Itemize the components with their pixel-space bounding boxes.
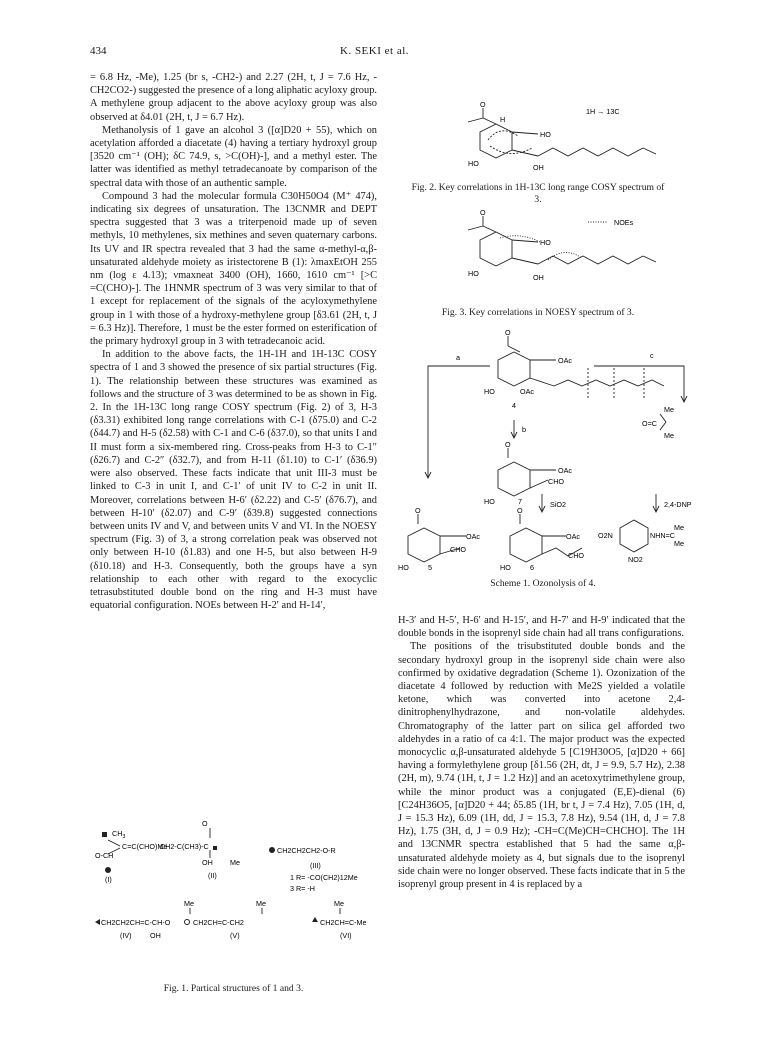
- cpd7-oac: OAc: [558, 466, 572, 475]
- cpd4-ho: HO: [484, 387, 495, 396]
- paragraph: Compound 3 had the molecular formula C30H50O4 (M⁺ 474), indicating six degrees of unsaturation. The 13CNMR and DEPT spectra suggested that 3 was a triterpenoid made up of seven methyls, 10 methylenes, six methines and seven quaternary carbons. Its UV and IR spectra revealed that 3 had the same α-methyl-α,β-unsaturated aldehyde moiety as iristectorene B (1): λmaxEtOH 255 nm (log ε 4.13); νmaxneat 3400 (OH), 1660, 1610 cm⁻¹ [>C =C(CHO)-]. The 1HNMR spectrum of 3 was very similar to that of 1 except for replacement of the signals of the acyloxymethylene group in 1 with those of a hydroxy-methylene group [δ3.61 (2H, t, J = 6.3 Hz)]. Therefore, 1 must be the ester formed on esterification of the primary hydroxyl group in 3 with tetradecanoic acid.: [90, 190, 377, 348]
- ketone-me-2: Me: [664, 431, 674, 440]
- unit-6-me: Me: [334, 899, 344, 908]
- figure-3: [408, 208, 668, 318]
- figure-1-caption: Fig. 1. Partical structures of 1 and 3.: [163, 983, 304, 994]
- ho-label: HO: [468, 269, 479, 278]
- unit-3-label: CH2CH2CH2-O-R: [277, 846, 336, 855]
- scheme-1-caption: Scheme 1. Ozonolysis of 4.: [490, 578, 596, 589]
- paragraph: The positions of the trisubstituted double bonds and the secondary hydroxyl group in the isoprenyl side chain were also confirmed by oxidative degradation (Scheme 1). Ozonization of the diacetate 4 followed by reduction with Me2S yielded a volatile ketone, which was converted into acetone 2,4-dinitrophenylhydrazone, and non-volatile aldehydes. Chromatography of the latter part on silica gel afforded two aldehydes in a ratio of ca 4:1. The major product was the expected monocyclic α,β-unsaturated aldehyde 5 [C19H30O5, [α]D20 + 66] having a formylethylene group [δ1.56 (2H, dt, J = 9.9, 5.7 Hz), 2.38 (2H, m), 9.74 (1H, t, J = 1.2 Hz)] and an acetoxytrimethylene group, while the minor product was a conjugated (E,E)-dienal (6) [C24H36O5, [α]D20 + 44; δ5.85 (1H, br t, J = 7.4 Hz), 7.05 (1H, d, J = 15.3 Hz), 6.09 (1H, dd, J = 15.3, 7.8 Hz), 9.54 (1H, d, J = 7.8 Hz), 1.75 (3H, d, J = 0.9 Hz); -CH=C(Me)CH=CHCHO]. The 1H and 13CNMR spectra established that 5 had the same α,β-unsaturated aldehyde moiety as 4, but signals due to the isoprenyl side chain were no longer observed. These facts indicate that in 5 the isoprenyl group present in 4 is replaced by a: [398, 641, 685, 891]
- figure-3-caption: Fig. 3. Key correlations in NOESY spectrum of 3.: [441, 307, 635, 318]
- paragraph: H-3′ and H-5′, H-6′ and H-15′, and H-7′ and H-9′ indicated that the double bonds in the isoprenyl side chain had all trans configurations.: [398, 615, 685, 640]
- oh-bottom-label: OH: [533, 273, 544, 282]
- cpd6-cho: CHO: [568, 551, 584, 560]
- cpd6-oac: OAc: [566, 532, 580, 541]
- cpd5-ho: HO: [398, 563, 409, 572]
- right-column: [398, 614, 685, 891]
- cpd7-oxygen: O: [505, 440, 511, 449]
- cpd5-oac: OAc: [466, 532, 480, 541]
- oh-label: HO: [540, 130, 551, 139]
- partial-structures-drawing: [90, 818, 377, 978]
- unit-3-number: (III): [310, 861, 321, 870]
- cpd5-cho: CHO: [450, 545, 466, 554]
- cpd4-oxygen: O: [505, 328, 511, 337]
- cpd7-cho: CHO: [548, 477, 564, 486]
- unit-4-label: CH2CH2CH=C-CH-O: [101, 918, 171, 927]
- path-a-label: a: [456, 353, 460, 362]
- scheme-1: [398, 328, 692, 605]
- ketone-me-1: Me: [664, 405, 674, 414]
- unit-2-oh: OH: [202, 858, 213, 867]
- dnp-me-2: Me: [674, 539, 684, 548]
- noesy-structure-drawing: [408, 208, 668, 290]
- cosy-structure-drawing: [408, 100, 668, 180]
- ozonolysis-scheme-drawing: [398, 328, 692, 588]
- unit-2-label: CH2-C(CH3)-C: [160, 842, 209, 851]
- aldehyde-oxygen: O: [480, 100, 486, 109]
- sio2-label: SiO2: [550, 500, 566, 509]
- paragraph: = 6.8 Hz, -Me), 1.25 (br s, -CH2-) and 2.27 (2H, t, J = 7.6 Hz, -CH2CO2-) suggested the presence of a long aliphatic acyloxy group. A methylene group adjacent to the above acyloxy group was also observed at δ4.01 (2H, t, J = 6.7 Hz).: [90, 72, 377, 123]
- ketone-oc: O=C: [642, 419, 657, 428]
- left-column: [90, 71, 377, 612]
- unit-4-me: Me: [184, 899, 194, 908]
- unit-6-label: CH2CH=C-Me: [320, 918, 367, 927]
- paragraph: In addition to the above facts, the 1H-1H and 1H-13C COSY spectra of 1 and 3 showed the presence of six partial structures (Fig. 1). The relationship between these structures was examined as follows and the structure of 3 was determined to be as shown in Fig. 2. In the 1H-13C long range COSY spectrum (Fig. 2) of 3, H-3 (δ3.31) exhibited long range correlations with C-1 (δ75.0) and C-2 (δ44.7) and H-5 (δ2.58) with C-1 and C-6 (δ37.0), so that units I and II must form a six-membered ring. Cross-peaks from H-3 to C-1″ (δ26.7) and C-2″ (δ32.7), and from H-11 (δ1.10) to C-1′ (δ36.9) were also observed. These facts indicate that unit III-3 must be linked to C-3 in unit I, and C-1′ of unit IV to C-2 in unit II. Moreover, correlations between H-6′ (δ2.22) and C-5′ (δ76.7), and between H-10′ (δ2.07) and C-9′ (δ39.8) suggested connections between units IV and V, and between units V and VI. In the NOESY spectrum (Fig. 3) of 3, a strong correlation peak was observed not only between H-10 (δ1.83) and one H-5, but also between H-9 (δ10.18) and H-3. Consequently, both the groups have a syn relationship to each other with regard to the exocyclic tetrasubstituted double bond on the ring and H-3 must have equatorial configuration. NOEs between H-2′ and H-14′,: [90, 349, 377, 612]
- cpd7-ho: HO: [484, 497, 495, 506]
- figure-2-caption: Fig. 2. Key correlations in 1H-13C long range COSY spectrum of 3.: [411, 182, 665, 205]
- h-label: H: [500, 115, 506, 124]
- figure-2: [408, 100, 668, 210]
- unit-2-number: (II): [208, 871, 217, 880]
- dnp-o2n: O2N: [598, 531, 613, 540]
- cpd4-number: 4: [512, 401, 516, 410]
- dnp-me-1: Me: [674, 523, 684, 532]
- cpd4-oac-2: OAc: [520, 387, 534, 396]
- cpd5-oxygen: O: [415, 506, 421, 515]
- cpd6-ho: HO: [500, 563, 511, 572]
- unit-2-me: Me: [230, 858, 240, 867]
- cpd7-number: 7: [518, 497, 522, 506]
- paragraph: Methanolysis of 1 gave an alcohol 3 ([α]D20 + 55), which on acetylation afforded a diacetate (4) having a tertiary hydroxyl group [3520 cm⁻¹ (OH); δC 74.9, s, >C(OH)-], and a methyl ester. The latter was identified as methyl tetradecanoate by comparison of the spectral data with those of an authentic sample.: [90, 124, 377, 189]
- path-c-label: c: [650, 351, 654, 360]
- cpd6-number: 6: [530, 563, 534, 572]
- unit-5-label: CH2CH=C-CH2: [193, 918, 244, 927]
- unit-6-number: (VI): [340, 931, 352, 940]
- unit-4-number: (IV): [120, 931, 132, 940]
- unit-1-text: $CH_3$: [112, 829, 126, 840]
- path-b-label: b: [522, 425, 526, 434]
- unit-5-me: Me: [256, 899, 266, 908]
- dnp-label: 2,4-DNP: [664, 500, 692, 509]
- oh-bottom-label: OH: [533, 163, 544, 172]
- unit-3-r1: 1 R= -CO(CH2)12Me: [290, 873, 358, 882]
- unit-2-oxygen: O: [202, 819, 208, 828]
- cpd4-oac: OAc: [558, 356, 572, 365]
- unit-1-label: C=C(CHO)Me: [122, 842, 168, 851]
- unit-4-oh: OH: [150, 931, 161, 940]
- noe-legend: NOEs: [614, 218, 634, 227]
- ho-label: HO: [468, 159, 479, 168]
- aldehyde-oxygen: O: [480, 208, 486, 217]
- page-number: 434: [90, 45, 107, 57]
- unit-1-text-2: O-CH: [95, 851, 114, 860]
- cpd6-oxygen: O: [517, 506, 523, 515]
- dnp-no2: NO2: [628, 555, 643, 564]
- cpd5-number: 5: [428, 563, 432, 572]
- dnp-nhn: NHN=C: [650, 531, 675, 540]
- oh-label: HO: [540, 238, 551, 247]
- unit-3-r3: 3 R= -H: [290, 884, 315, 893]
- unit-5-number: (V): [230, 931, 240, 940]
- figure-1: [90, 818, 377, 1008]
- correlation-legend: 1H → 13C: [586, 107, 620, 116]
- unit-1-number: (I): [105, 875, 112, 884]
- running-title: K. SEKI et al.: [340, 45, 410, 57]
